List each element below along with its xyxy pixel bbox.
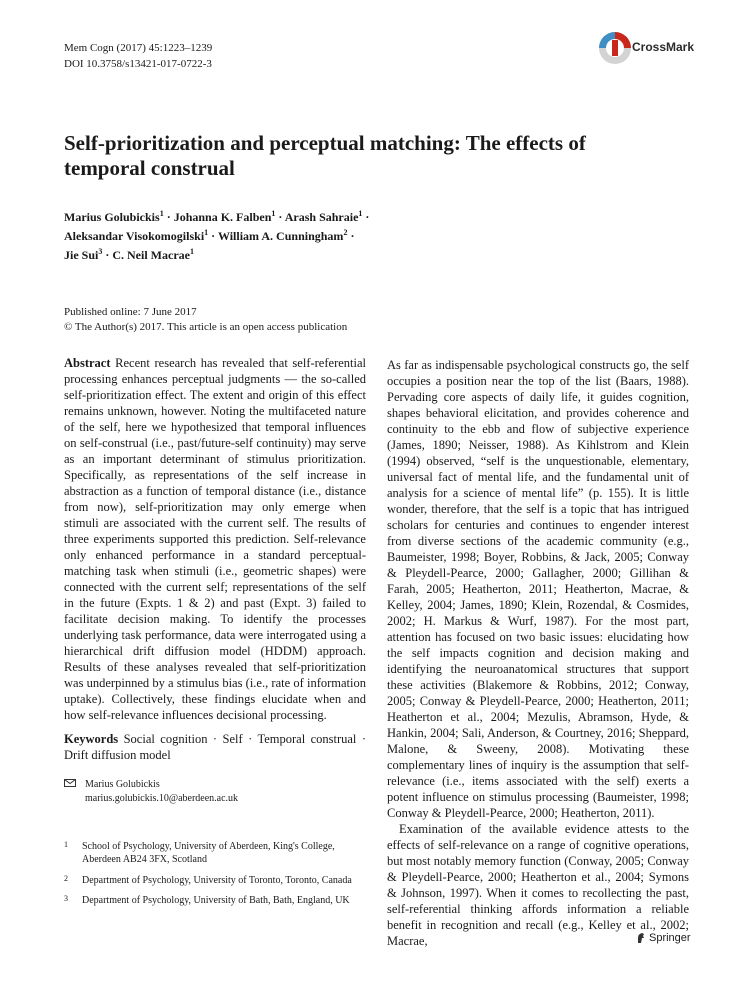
abstract-label: Abstract	[64, 356, 111, 370]
body-paragraph-2: Examination of the available evidence attests to the effects of self-relevance on a range of cognitive operations, but most notably memory function (Conway, 2005; Conway & Pleydell-Pearce, 2000; Heatherton et al., 2004; Symons & Johnson, 1997). When it comes to recollecting the past, self-referential thinking affords information a reliable benefit in recognition and recall (e.g., Kelley et al., 2002; Macrae,	[387, 822, 689, 948]
author[interactable]: · Arash Sahraie	[278, 210, 359, 224]
crossmark-icon	[598, 31, 632, 65]
author[interactable]: · C. Neil Macrae	[105, 248, 190, 262]
author[interactable]: Jie Sui	[64, 248, 99, 262]
corresponding-author: Marius Golubickis	[85, 779, 160, 790]
journal-citation: Mem Cogn (2017) 45:1223–1239	[64, 42, 213, 54]
email-link[interactable]: marius.golubickis.10@aberdeen.ac.uk	[85, 793, 239, 804]
affiliation: 1 School of Psychology, University of Aberdeen, King's College, Aberdeen AB24 3FX, Scotland	[64, 840, 335, 865]
author[interactable]: Aleksandar Visokomogilski	[64, 229, 205, 243]
keywords-text: Social cognition · Self · Temporal construal · Drift diffusion model	[64, 732, 366, 762]
journal-header	[64, 40, 212, 72]
springer-label: Springer	[649, 932, 691, 944]
springer-horse-icon	[636, 932, 646, 944]
body-paragraph-1: As far as indispensable psychological constructs go, the self occupies a position near the top of the list (Baars, 1988). Pervading core aspects of daily life, it guides cognition, shapes behavioral elicitation, and provides coherence and continuity to the ebb and flow of subjective experience (James, 1890; Neisser, 1988). As Kihlstrom and Klein (1994) observed, “self is the unquestionable, elementary, universal fact of mental life, and the fundamental unit of analysis for a science of mental life” (p. 155). It is little wonder, therefore, that the self is a topic that has intrigued scholars for centuries and continues to engender interest from diverse sections of the academic community (e.g., Baumeister, 1998; Boyer, Robbins, & Jack, 2005; Conway & Pleydell-Pearce, 2000; Gallagher, 2000; Gillihan & Farah, 2005; Heatherton, 2011; Heatherton, Macrae, & Kelley, 2004; James, 1890; Klein, Rozendal, & Cosmides, 2002; H. Markus & Wurf, 1987). For the most part, attention has focused on two basic issues: elucidating how the self impacts cognition and decision making and identifying the neuroanatomical structures that support these activities (Blakemore & Robbins, 2012; Conway, 2005; Conway & Pleydell-Pearce, 2000; Heatherton, 2011; Heatherton et al., 2004; Mezulis, Abramson, Hyde, & Hankin, 2004; Sali, Anderson, & Courtney, 2016; Sheppard, Malone, & Sweeny, 2008). Motivating these complementary lines of inquiry is the assumption that self-relevance (i.e., items associated with the self) exerts a potent influence on stimulus processing (Baumeister, 1998; Conway & Pleydell-Pearce, 2000; Heatherton, 2011).	[387, 358, 689, 820]
correspondence	[64, 778, 364, 806]
springer-logo	[636, 932, 691, 944]
crossmark-badge[interactable]	[598, 31, 698, 67]
publication-info	[64, 305, 347, 335]
copyright: © The Author(s) 2017. This article is an open access publication	[64, 321, 348, 333]
author[interactable]: · Johanna K. Falben	[166, 210, 272, 224]
crossmark-label: CrossMark	[632, 40, 695, 54]
published-date: Published online: 7 June 2017	[64, 306, 197, 318]
keywords-label: Keywords	[64, 732, 119, 746]
affiliation: 3 Department of Psychology, University of Bath, Bath, England, UK	[64, 894, 350, 906]
article-title: Self-prioritization and perceptual matching: The effects of temporal construal	[64, 131, 586, 180]
abstract-text: Recent research has revealed that self-referential processing enhances perceptual judgments — the so-called self-prioritization effect. The extent and origin of this effect remains unknown, however. Noting the multifaceted nature of the self, here we hypothesized that temporal influences on self-construal (i.e., past/future-self continuity) may serve as an important determinant of stimulus prioritization. Specifically, as representations of the self increase in abstraction as a function of temporal distance (i.e., distance from now), self-prioritization may only emerge when stimuli are associated with the current self. The results of three experiments supported this prediction. Self-relevance only enhanced performance in a standard perceptual-matching task when stimuli (i.e., geometric shapes) were connected with the current self; representations of the self in the future (Expts. 1 & 2) and past (Expt. 3) failed to facilitate decision making. To identify the processes underlying task performance, data were interrogated using a hierarchical drift diffusion model (HDDM) approach. Results of these analyses revealed that self-prioritization was underpinned by a stimulus bias (i.e., rate of information uptake). Collectively, these findings elucidate when and how self-relevance influences decisional processing.	[64, 356, 366, 722]
author[interactable]: · William A. Cunningham	[211, 229, 344, 243]
abstract-column	[64, 355, 366, 763]
author-list: Marius Golubickis$^1$ · Johanna K. Falben$^1$ · Arash Sahraie$^1$ · Aleksandar Visokomogilski$^1$ · William A. Cunningham$^2$ · Jie Sui$^3$ · C. Neil Macrae$^1$	[64, 209, 370, 262]
author[interactable]: Marius Golubickis	[64, 210, 160, 224]
affiliation: 2 Department of Psychology, University of Toronto, Toronto, Canada	[64, 874, 352, 886]
body-column	[387, 357, 689, 949]
doi[interactable]: DOI 10.3758/s13421-017-0722-3	[64, 58, 212, 70]
